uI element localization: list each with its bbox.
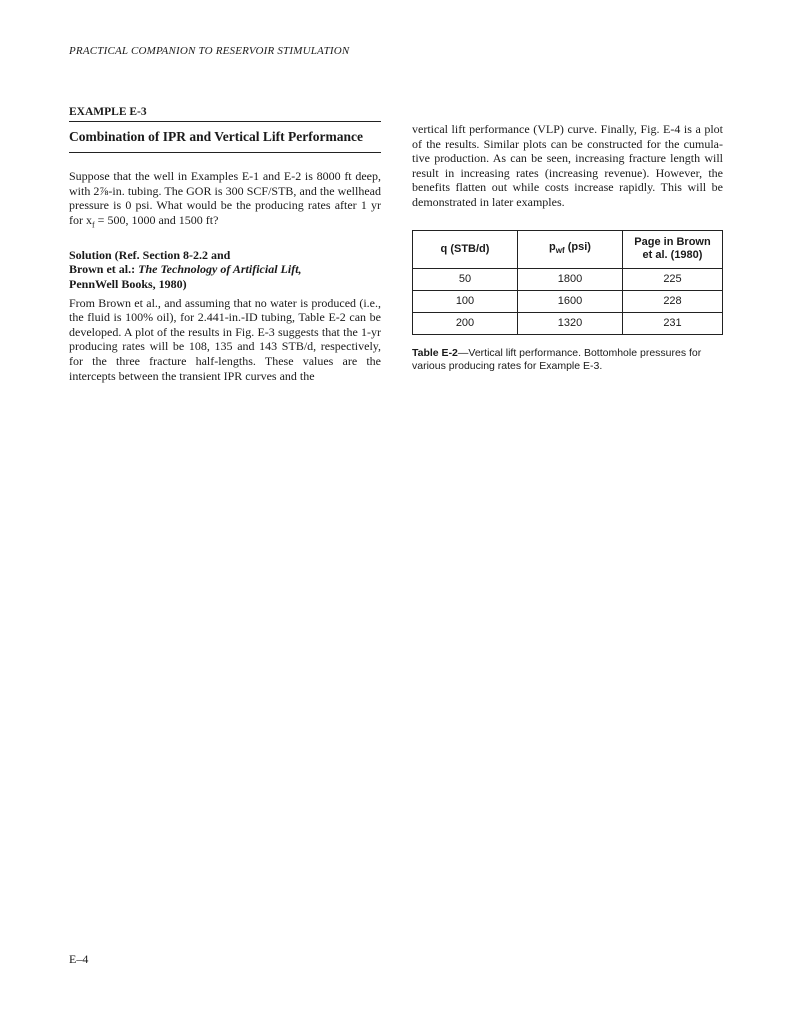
solution-heading-authors: Brown et al.: [69, 262, 139, 277]
table-row [413, 312, 723, 334]
header-page [623, 230, 723, 268]
header-page-line-1: Page in Brown [634, 236, 711, 249]
vlp-table [412, 230, 723, 335]
header-q: q (STB/d) [413, 230, 518, 268]
cell-page: 228 [623, 290, 723, 312]
left-column [69, 106, 381, 383]
page-number: E–4 [69, 952, 89, 966]
example-title: Combination of IPR and Vertical Lift Performance [69, 129, 381, 153]
running-header: PRACTICAL COMPANION TO RESERVOIR STIMULATION [69, 45, 350, 57]
solution-heading-line-1: Solution (Ref. Section 8-2.2 and [69, 247, 231, 262]
problem-statement [69, 169, 381, 233]
table-caption [412, 347, 723, 373]
cell-pwf: 1600 [518, 290, 623, 312]
solution-heading-ref-title: The Technology of Artificial Lift, [138, 262, 302, 277]
cell-q: 100 [413, 290, 518, 312]
cell-page: 225 [623, 268, 723, 290]
header-pwf-unit: (psi) [564, 240, 591, 253]
cell-pwf: 1800 [518, 268, 623, 290]
continuation-text: vertical lift performance (VLP) curve. Finally, Fig. E-4 is a plot of the results. Similar plots can be constructed for the cumula-tive production. As can be seen, increasing fracture length will result in increasing rates (increasing revenue). However, the benefits flatten out while costs increase rapidly. This will be demonstrated in later examples. [412, 122, 723, 209]
solution-text: From Brown et al., and assuming that no water is produced (i.e., the fluid is 100% oil), for 2.441-in.-ID tubing, Table E-2 can be developed. A plot of the results in Fig. E-3 suggests that the 1-yr producing rates will be 108, 135 and 143 STB/d, respectively, for the three fracture half-lengths. These values are the intercepts between the transient IPR curves and the [69, 295, 381, 383]
header-pwf-sub: wf [555, 246, 565, 256]
header-pwf-p: p [549, 240, 556, 253]
solution-heading-line-2 [69, 262, 381, 277]
right-column [412, 122, 723, 373]
example-label: EXAMPLE E-3 [69, 106, 381, 122]
problem-text: Suppose that the well in Examples E-1 and E-2 is 8000 ft deep, with 2⅞-in. tubing. The GOR is 300 SCF/STB, and the wellhead pressure is 0 psi. What would be the producing rates after 1 yr for x [69, 169, 381, 227]
header-page-line-2: et al. (1980) [642, 249, 703, 262]
table-row [413, 290, 723, 312]
cell-q: 50 [413, 268, 518, 290]
solution-heading-line-3: PennWell Books, 1980) [69, 276, 187, 291]
table-header-row [413, 230, 723, 268]
solution-heading [69, 248, 381, 292]
table-caption-text: —Vertical lift performance. Bottomhole pressures for various producing rates for Example E-3. [412, 346, 702, 372]
table-caption-label: Table E-2 [412, 346, 458, 359]
cell-pwf: 1320 [518, 312, 623, 334]
table-row [413, 268, 723, 290]
problem-text-end: = 500, 1000 and 1500 ft? [94, 212, 219, 227]
problem-subscript: f [92, 220, 95, 230]
cell-page: 231 [623, 312, 723, 334]
cell-q: 200 [413, 312, 518, 334]
header-pwf [518, 230, 623, 268]
